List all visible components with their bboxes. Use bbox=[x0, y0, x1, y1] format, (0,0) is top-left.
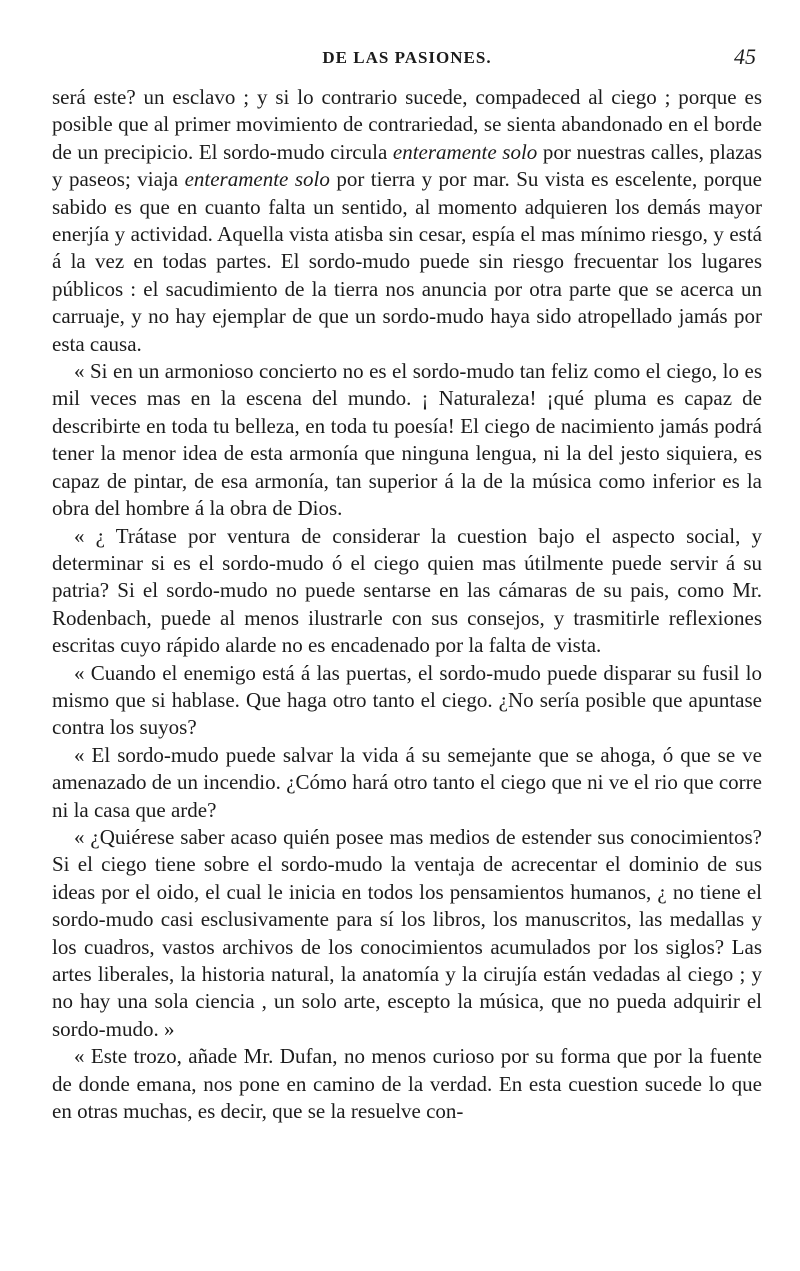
text-run: por tierra y por mar. Su vista es escelente, porque sabido es que en cuanto falta un sentido, al momento adquieren los demás mayor enerjía y actividad. Aquella vista atisba sin cesar, espía el mas mínimo riesgo, y está á la vez en todas partes. El sordo-mudo puede sin riesgo frecuentar los lugares públicos : el sacudimiento de la tierra nos anuncia por otra parte que se acerca un carruaje, y no hay ejemplar de que un sordo-mudo haya sido atropellado jamás por esta causa. bbox=[52, 167, 763, 356]
emphasis-text: enteramente solo bbox=[184, 167, 330, 192]
paragraph: « ¿Quiérese saber acaso quién posee mas medios de estender sus conocimientos? Si el ciego tiene sobre el sordo-mudo la ventaja de acrecentar el dominio de sus ideas por el oido, el cual le inicia en todos los pensamientos humanos, ¿ no tiene el sordo-mudo casi esclusivamente para sí los libros, los manuscritos, las medallas y los cuadros, vastos archivos de los conocimientos acumulados por los siglos? Las artes liberales, la historia natural, la anatomía y la cirujía están vedadas al ciego ; y no hay una sola ciencia , un solo arte, escepto la música, que no pueda adquirir el sordo-mudo. » bbox=[52, 824, 762, 1041]
text-run: será este? un esclavo ; y si lo contrario sucede, compadeced al ciego ; porque es posible que al primer movimiento de contrariedad, se sienta abandonado en el borde de un precipicio. El sordo-mudo circula bbox=[52, 85, 762, 164]
paragraph: « ¿ Trátase por ventura de considerar la cuestion bajo el aspecto social, y determinar si es el sordo-mudo ó el ciego quien mas útilmente puede servir á su patria? Si el sordo-mudo no puede sentarse en las cámaras de su pais, como Mr. Rodenbach, puede al menos ilustrarle con sus consejos, y trasmitirle reflexiones escritas cuyo rápido alarde no es encadenado por la falta de vista. bbox=[52, 523, 762, 658]
running-title: DE LAS PASIONES. bbox=[322, 48, 492, 67]
paragraph: « Si en un armonioso concierto no es el sordo-mudo tan feliz como el ciego, lo es mil veces mas en la escena del mundo. ¡ Naturaleza! ¡qué pluma es capaz de describirte en toda tu belleza, en toda tu poesía! El ciego de nacimiento jamás podrá tener la menor idea de esta armonía que ninguna lengua, ni la del jesto siquiera, es capaz de pintar, de esa armonía, tan superior á la de la música como inferior es la obra del hombre á la obra de Dios. bbox=[52, 359, 762, 521]
body-text bbox=[52, 84, 762, 1125]
paragraph: « Cuando el enemigo está á las puertas, el sordo-mudo puede disparar su fusil lo mismo que si hablase. Que haga otro tanto el ciego. ¿No sería posible que apuntase contra los suyos? bbox=[52, 660, 762, 740]
paragraph bbox=[52, 84, 762, 358]
text-run: por nuestras calles, plazas y paseos; viaja bbox=[52, 139, 763, 192]
paragraph: « El sordo-mudo puede salvar la vida á su semejante que se ahoga, ó que se ve amenazado de un incendio. ¿Cómo hará otro tanto el ciego que ni ve el rio que corre ni la casa que arde? bbox=[52, 742, 762, 822]
running-head bbox=[52, 44, 762, 84]
paragraph: « Este trozo, añade Mr. Dufan, no menos curioso por su forma que por la fuente de donde emana, nos pone en camino de la verdad. En esta cuestion sucede lo que en otras muchas, es decir, que se la resuelve con- bbox=[52, 1044, 762, 1124]
emphasis-text: enteramente solo bbox=[392, 139, 538, 164]
page-number: 45 bbox=[734, 44, 756, 69]
